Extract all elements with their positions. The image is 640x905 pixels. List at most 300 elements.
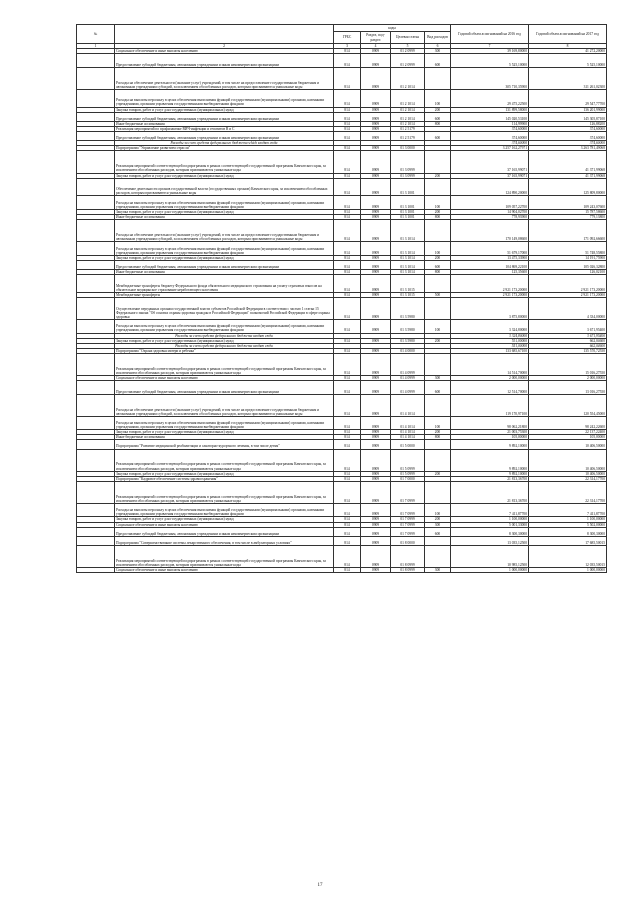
row-grbs: 814 xyxy=(334,320,361,334)
row-value-2016: 5 525,10000 xyxy=(451,54,529,68)
row-section: 0909 xyxy=(361,215,391,220)
row-value-2016: 125,35600 xyxy=(451,269,529,274)
row-type: 100 xyxy=(425,320,451,334)
row-value-2017: 10 406,50000 xyxy=(529,449,607,471)
row-target: 01 4 1014 xyxy=(391,416,425,430)
row-type xyxy=(425,67,451,89)
row-value-2016: 3 324,80000 xyxy=(451,320,529,334)
row-section: 0909 xyxy=(361,220,391,242)
row-type: 800 xyxy=(425,269,451,274)
row-value-2016: 2 921 173,20000 xyxy=(451,275,529,293)
row-target: 01 4 0999 xyxy=(391,353,425,375)
table-row xyxy=(77,536,607,545)
row-value-2016: 10 985,12500 xyxy=(451,546,529,568)
row-section: 0909 xyxy=(361,416,391,430)
row-grbs: 814 xyxy=(334,255,361,260)
row-no xyxy=(77,220,115,242)
header-type: Вид расходов xyxy=(425,32,451,44)
row-target: 01 2 5179 xyxy=(391,132,425,141)
row-section: 0909 xyxy=(361,394,391,416)
table-row xyxy=(77,196,607,210)
table-row xyxy=(77,275,607,293)
header-target: Целевая статья xyxy=(391,32,425,44)
row-no xyxy=(77,416,115,430)
row-no xyxy=(77,89,115,107)
row-section: 0909 xyxy=(361,112,391,121)
table-row xyxy=(77,151,607,173)
row-no xyxy=(77,481,115,503)
row-grbs: 814 xyxy=(334,121,361,126)
table-row xyxy=(77,89,607,107)
row-target: 01 2 1014 xyxy=(391,112,425,121)
row-value-2017: 22 314,17700 xyxy=(529,476,607,481)
row-value-2017: 662,04600 xyxy=(529,338,607,343)
row-value-2016: 778,93900 xyxy=(451,215,529,220)
row-grbs: 814 xyxy=(334,220,361,242)
row-value-2017: 2 000,00000 xyxy=(529,376,607,381)
row-no xyxy=(77,394,115,416)
row-value-2016: 170 149,08600 xyxy=(451,220,529,242)
row-target: 01 3 1015 xyxy=(391,292,425,297)
row-target: 01 7 0999 xyxy=(391,527,425,536)
row-value-2016: 1 000,00000 xyxy=(451,568,529,573)
row-section: 0909 xyxy=(361,269,391,274)
row-no xyxy=(77,527,115,536)
row-target: 01 2 0999 xyxy=(391,54,425,68)
row-section: 0909 xyxy=(361,107,391,112)
column-number: 7 xyxy=(451,44,529,49)
row-name: Иные бюджетные ассигнования xyxy=(115,269,334,274)
row-section: 0909 xyxy=(361,54,391,68)
row-grbs: 814 xyxy=(334,132,361,141)
row-name: Реализация мероприятий соответствующей подпрограммы в рамках соответствующей государственной программы Камчатского края, за исключением обособленных расходов, которым присваиваются уникальные коды xyxy=(115,151,334,173)
column-number: 2 xyxy=(115,44,334,49)
row-name: Иные бюджетные ассигнования xyxy=(115,121,334,126)
table-row xyxy=(77,381,607,395)
row-type: 800 xyxy=(425,215,451,220)
row-value-2017: 41 371,99068 xyxy=(529,151,607,173)
budget-table-sheet xyxy=(76,24,606,573)
row-value-2016: 14 514,70000 xyxy=(451,353,529,375)
row-type xyxy=(425,546,451,568)
row-value-2016: 3 324,80000 xyxy=(451,333,529,338)
row-type xyxy=(425,353,451,375)
row-grbs: 814 xyxy=(334,376,361,381)
row-type: 200 xyxy=(425,338,451,343)
row-no xyxy=(77,132,115,141)
row-type xyxy=(425,151,451,173)
row-grbs: 814 xyxy=(334,297,361,319)
table-row xyxy=(77,394,607,416)
column-number: 3 xyxy=(334,44,361,49)
row-no xyxy=(77,178,115,196)
row-value-2017: 29 547,77700 xyxy=(529,89,607,107)
row-type: 600 xyxy=(425,527,451,536)
row-no xyxy=(77,260,115,269)
row-no xyxy=(77,546,115,568)
row-name: Обеспечение деятельности органов государственной власти (государственных органов) Камчатского края, за исключением обособленных расходов, которым присваиваются уникальные коды xyxy=(115,178,334,196)
row-value-2016: 305 710,35900 xyxy=(451,67,529,89)
row-section: 0909 xyxy=(361,132,391,141)
row-value-2016: 145 020,53100 xyxy=(451,112,529,121)
column-number: 5 xyxy=(391,44,425,49)
header-codes: коды xyxy=(334,25,451,32)
row-value-2016: 9 892,10000 xyxy=(451,440,529,449)
row-section: 0909 xyxy=(361,121,391,126)
table-row xyxy=(77,112,607,121)
row-value-2017: 4 334,00000 xyxy=(529,297,607,319)
table-row xyxy=(77,220,607,242)
row-grbs: 814 xyxy=(334,67,361,89)
row-grbs: 814 xyxy=(334,430,361,435)
row-no xyxy=(77,297,115,319)
row-name: Расходы на обеспечение деятельности (оказание услуг) учреждений, в том числе на предоставление государственным бюджетным и автономным учреждениям субсидий, за исключением обособленных расходов, которым присваиваются уникальные коды xyxy=(115,67,334,89)
row-value-2016: 105,00000 xyxy=(451,435,529,440)
row-name: Предоставление субсидий бюджетным, автономным учреждениям и иным некоммерческим организациям xyxy=(115,112,334,121)
row-type xyxy=(425,178,451,196)
row-target: 01 5 0999 xyxy=(391,471,425,476)
row-section: 0909 xyxy=(361,430,391,435)
row-value-2017: 22 314,17700 xyxy=(529,481,607,503)
row-no xyxy=(77,353,115,375)
row-value-2017: 662,04600 xyxy=(529,343,607,348)
row-target: 01 7 0999 xyxy=(391,481,425,503)
row-target: 01 2 1014 xyxy=(391,89,425,107)
row-target: 01 2 1014 xyxy=(391,107,425,112)
row-value-2017: 135 570,72550 xyxy=(529,348,607,353)
row-name: Предоставление субсидий бюджетным, автономным учреждениям и иным некоммерческим организациям xyxy=(115,260,334,269)
row-value-2016: 37 165,99071 xyxy=(451,151,529,173)
row-grbs: 814 xyxy=(334,481,361,503)
row-type: 200 xyxy=(425,209,451,214)
row-type: 100 xyxy=(425,242,451,256)
row-name: Расходы на выплаты персоналу в целях обеспечения выполнения функций государственными (муниципальными) органами, казенными учреждениями, органами управления государственными внебюджетными фондами xyxy=(115,503,334,517)
row-value-2017: 17 685,50015 xyxy=(529,536,607,545)
table-row xyxy=(77,132,607,141)
row-target: 01 3 1001 xyxy=(391,196,425,210)
row-target: 01 3 1014 xyxy=(391,269,425,274)
row-value-2017: 15 016,27550 xyxy=(529,353,607,375)
row-target: 01 3 0999 xyxy=(391,173,425,178)
row-type: 300 xyxy=(425,376,451,381)
page-number: 17 xyxy=(317,883,323,888)
row-name: Расходы за счет средств федерального бюджета which входят сюда xyxy=(115,141,334,146)
row-name: Реализация мероприятий по профилактике ВИЧ-инфекции и гепатитов В и С xyxy=(115,126,334,131)
row-name: Закупка товаров, работ и услуг для государственных (муниципальных) нужд xyxy=(115,209,334,214)
row-value-2017: 41 371,99068 xyxy=(529,173,607,178)
column-number: 4 xyxy=(361,44,391,49)
row-grbs: 814 xyxy=(334,260,361,269)
column-number: 6 xyxy=(425,44,451,49)
row-value-2017: 51 748,55800 xyxy=(529,242,607,256)
table-row xyxy=(77,481,607,503)
row-target: 01 3 5980 xyxy=(391,320,425,334)
row-type: 100 xyxy=(425,89,451,107)
row-value-2017: 22 137,22400 xyxy=(529,430,607,435)
row-name: Подпрограмма "Кадровое обеспечение системы здравоохранения" xyxy=(115,476,334,481)
row-value-2017: 126,88200 xyxy=(529,121,607,126)
row-grbs: 814 xyxy=(334,338,361,343)
row-target: 01 4 0999 xyxy=(391,381,425,395)
row-grbs: 814 xyxy=(334,348,361,353)
row-value-2017: 2 921 173,20000 xyxy=(529,275,607,293)
column-number: 8 xyxy=(529,44,607,49)
row-target: 01 3 0000 xyxy=(391,146,425,151)
row-no xyxy=(77,320,115,334)
row-grbs: 814 xyxy=(334,112,361,121)
header-no: № xyxy=(77,25,115,44)
row-value-2017: 3 671,95400 xyxy=(529,320,607,334)
row-name: Реализация мероприятий соответствующей подпрограммы в рамках соответствующей государственной программы Камчатского края, за исключением обособленных расходов, которым присваиваются уникальные коды xyxy=(115,481,334,503)
row-value-2017: 10 406,50000 xyxy=(529,471,607,476)
row-name: Закупка товаров, работ и услуг для государственных (муниципальных) нужд xyxy=(115,255,334,260)
row-value-2017: 374,60000 xyxy=(529,126,607,131)
row-grbs: 814 xyxy=(334,568,361,573)
row-grbs: 814 xyxy=(334,215,361,220)
row-value-2016: 374,60000 xyxy=(451,141,529,146)
table-row xyxy=(77,440,607,449)
row-no xyxy=(77,54,115,68)
row-target: 01 3 1001 xyxy=(391,209,425,214)
row-value-2017: 1 100,00000 xyxy=(529,517,607,522)
row-value-2017: 12 035,50015 xyxy=(529,546,607,568)
row-target: 01 4 1014 xyxy=(391,430,425,435)
row-value-2016: 119 170,97100 xyxy=(451,394,529,416)
row-grbs: 814 xyxy=(334,527,361,536)
table-row xyxy=(77,503,607,517)
row-name: Расходы за счет средств федерального бюджета входят сюда xyxy=(115,333,334,338)
row-target: 01 3 1014 xyxy=(391,260,425,269)
row-section: 0909 xyxy=(361,297,391,319)
row-name: Расходы на выплаты персоналу в целях обеспечения выполнения функций государственными (муниципальными) органами, казенными учреждениями, органами управления государственными внебюджетными фондами xyxy=(115,89,334,107)
row-grbs: 814 xyxy=(334,503,361,517)
row-grbs: 814 xyxy=(334,381,361,395)
row-name: Социальное обеспечение и иные выплаты населению xyxy=(115,376,334,381)
row-value-2017: 374,60000 xyxy=(529,132,607,141)
row-type xyxy=(425,220,451,242)
row-type: 600 xyxy=(425,132,451,141)
row-type: 300 xyxy=(425,49,451,54)
row-target: 01 3 1014 xyxy=(391,255,425,260)
row-value-2017: 136 201,99000 xyxy=(529,107,607,112)
row-value-2016: 114,99900 xyxy=(451,121,529,126)
row-name: Подпрограмма "Совершенствование системы лекарственного обеспечения, в том числе в амбулаторных условиях" xyxy=(115,536,334,545)
row-value-2016: 1 100,00000 xyxy=(451,517,529,522)
row-grbs: 814 xyxy=(334,54,361,68)
row-grbs: 814 xyxy=(334,471,361,476)
row-target: 01 4 0000 xyxy=(391,348,425,353)
row-value-2016: 8 300,30000 xyxy=(451,527,529,536)
column-number: 1 xyxy=(77,44,115,49)
row-value-2017: 98 242,22600 xyxy=(529,416,607,430)
table-row xyxy=(77,297,607,319)
row-name: Закупка товаров, работ и услуг для государственных (муниципальных) нужд xyxy=(115,173,334,178)
row-name: Расходы на обеспечение деятельности (оказание услуг) учреждений, в том числе на предоставление государственным бюджетным и автономным учреждениям субсидий, за исключением обособленных расходов, которым присваиваются уникальные коды xyxy=(115,394,334,416)
row-value-2016: 13 035,12500 xyxy=(451,536,529,545)
row-target: 01 8 0000 xyxy=(391,536,425,545)
row-name: Социальное обеспечение и иные выплаты населению xyxy=(115,568,334,573)
row-section: 0909 xyxy=(361,255,391,260)
row-target: 01 7 0999 xyxy=(391,517,425,522)
row-type: 100 xyxy=(425,196,451,210)
row-no xyxy=(77,568,115,573)
row-name: Иные бюджетные ассигнования xyxy=(115,215,334,220)
row-grbs: 814 xyxy=(334,126,361,131)
row-name: Подпрограмма "Развитие медицинской реабилитации и санаторно-курортного лечения, в том числе детям" xyxy=(115,440,334,449)
row-name: Межбюджетные трансферты бюджету Федерального фонда обязательного медицинского страхования на уплату страховых взносов на обязательное медицинское страхование неработающего населения xyxy=(115,275,334,293)
row-target: 01 2 5179 xyxy=(391,126,425,131)
row-section: 0909 xyxy=(361,348,391,353)
row-section: 0909 xyxy=(361,568,391,573)
row-grbs: 814 xyxy=(334,151,361,173)
row-type: 300 xyxy=(425,568,451,573)
row-section: 0909 xyxy=(361,546,391,568)
row-value-2017: 145 305,87100 xyxy=(529,112,607,121)
row-section: 0909 xyxy=(361,536,391,545)
table-body xyxy=(77,49,607,573)
row-section: 0909 xyxy=(361,481,391,503)
row-name: Социальное обеспечение и иные выплаты населению xyxy=(115,49,334,54)
table-row xyxy=(77,546,607,568)
row-name: Предоставление субсидий бюджетным, автономным учреждениям и иным некоммерческим организациям xyxy=(115,132,334,141)
row-target: 01 3 1014 xyxy=(391,220,425,242)
table-row xyxy=(77,416,607,430)
row-type: 300 xyxy=(425,522,451,527)
row-type: 100 xyxy=(425,503,451,517)
row-target: 01 3 1015 xyxy=(391,275,425,293)
row-type: 200 xyxy=(425,430,451,435)
row-name: Закупка товаров, работ и услуг для государственных (муниципальных) нужд xyxy=(115,517,334,522)
row-type: 200 xyxy=(425,107,451,112)
row-type: 100 xyxy=(425,416,451,430)
row-value-2016: 2 000,00000 xyxy=(451,376,529,381)
row-type: 600 xyxy=(425,381,451,395)
row-value-2016: 98 062,21800 xyxy=(451,416,529,430)
row-name: Закупка товаров, работ и услуг для государственных (муниципальных) нужд xyxy=(115,338,334,343)
row-name: Расходы на выплаты персоналу в целях обеспечения выполнения функций государственными (муниципальными) органами, казенными учреждениями, органами управления государственными внебюджетными фондами xyxy=(115,242,334,256)
row-no xyxy=(77,536,115,545)
row-section: 0909 xyxy=(361,292,391,297)
row-value-2017: 3 263 781,49068 xyxy=(529,146,607,151)
row-no xyxy=(77,503,115,517)
row-value-2016: 14 904,02700 xyxy=(451,209,529,214)
row-no xyxy=(77,151,115,173)
row-grbs: 814 xyxy=(334,49,361,54)
row-value-2017: 5 525,10000 xyxy=(529,54,607,68)
row-type: 800 xyxy=(425,435,451,440)
row-type: 600 xyxy=(425,54,451,68)
row-value-2016: 9 892,10000 xyxy=(451,449,529,471)
row-grbs: 814 xyxy=(334,292,361,297)
row-section: 0909 xyxy=(361,471,391,476)
header-2017: Годовой объем ассигнований на 2017 год xyxy=(529,25,607,44)
row-no xyxy=(77,196,115,210)
row-section: 0909 xyxy=(361,209,391,214)
row-name: Предоставление субсидий бюджетным, автономным учреждениям и иным некоммерческим организациям xyxy=(115,527,334,536)
table-row xyxy=(77,242,607,256)
row-name: Предоставление субсидий бюджетным, автономным учреждениям и иным некоммерческим организациям xyxy=(115,54,334,68)
row-type: 200 xyxy=(425,517,451,522)
row-no xyxy=(77,242,115,256)
row-grbs: 814 xyxy=(334,269,361,274)
row-target: 01 8 0999 xyxy=(391,568,425,573)
row-section: 0909 xyxy=(361,67,391,89)
row-section: 0909 xyxy=(361,376,391,381)
row-no xyxy=(77,440,115,449)
row-grbs: 814 xyxy=(334,107,361,112)
row-value-2016: 374,60000 xyxy=(451,126,529,131)
row-no xyxy=(77,112,115,121)
row-value-2016: 21 813,36700 xyxy=(451,481,529,503)
row-grbs: 814 xyxy=(334,394,361,416)
row-target: 01 3 1001 xyxy=(391,178,425,196)
row-grbs: 814 xyxy=(334,196,361,210)
row-value-2016: 133 685,67100 xyxy=(451,348,529,353)
row-value-2016: 2 921 173,20000 xyxy=(451,292,529,297)
row-type: 200 xyxy=(425,471,451,476)
row-no xyxy=(77,275,115,293)
row-value-2016: 12 514,70000 xyxy=(451,381,529,395)
row-section: 0909 xyxy=(361,353,391,375)
row-value-2016: 551,00000 xyxy=(451,338,529,343)
row-target: 01 3 0999 xyxy=(391,151,425,173)
row-value-2017: 171 092,66600 xyxy=(529,220,607,242)
header-section: Раздел, под-раздел xyxy=(361,32,391,44)
row-type xyxy=(425,449,451,471)
row-name: Реализация мероприятий соответствующей подпрограммы в рамках соответствующей государственной программы Камчатского края, за исключением обособленных расходов, которым присваиваются уникальные коды xyxy=(115,449,334,471)
table-row xyxy=(77,353,607,375)
row-value-2016: 13 475,33900 xyxy=(451,255,529,260)
row-target: 01 3 1001 xyxy=(391,215,425,220)
row-section: 0909 xyxy=(361,178,391,196)
row-target: 01 2 0999 xyxy=(391,49,425,54)
row-value-2016: 104 869,22100 xyxy=(451,260,529,269)
row-name: Подпрограмма "Охрана здоровья матери и ребенка" xyxy=(115,348,334,353)
row-name: Реализация мероприятий соответствующей подпрограммы в рамках соответствующей государственной программы Камчатского края, за исключением обособленных расходов, которым присваиваются уникальные коды xyxy=(115,546,334,568)
row-section: 0909 xyxy=(361,503,391,517)
row-value-2017: 41 272,20000 xyxy=(529,49,607,54)
row-section: 0909 xyxy=(361,173,391,178)
row-section: 0909 xyxy=(361,89,391,107)
row-value-2016: 5 001,33000 xyxy=(451,522,529,527)
row-name: Иные бюджетные ассигнования xyxy=(115,435,334,440)
table-row xyxy=(77,320,607,334)
row-value-2016: 131 899,58000 xyxy=(451,107,529,112)
row-value-2017: 10 406,50000 xyxy=(529,440,607,449)
row-name: Расходы за счет средств федерального бюджета входят сюда xyxy=(115,343,334,348)
row-target: 01 4 1014 xyxy=(391,394,425,416)
row-type xyxy=(425,394,451,416)
row-value-2017: 311 261,02300 xyxy=(529,67,607,89)
row-value-2017: 8 300,30000 xyxy=(529,527,607,536)
row-name: Предоставление субсидий бюджетным, автономным учреждениям и иным некоммерческим организациям xyxy=(115,381,334,395)
row-target: 01 3 5980 xyxy=(391,338,425,343)
row-target: 01 7 0999 xyxy=(391,503,425,517)
row-value-2016: 21 813,36700 xyxy=(451,476,529,481)
row-value-2017: 1 000,00000 xyxy=(529,568,607,573)
row-value-2016: 29 475,22500 xyxy=(451,89,529,107)
row-section: 0909 xyxy=(361,381,391,395)
row-grbs: 814 xyxy=(334,146,361,151)
row-value-2016: 39 169,80000 xyxy=(451,49,529,54)
row-name: Закупка товаров, работ и услуг для государственных (муниципальных) нужд xyxy=(115,107,334,112)
row-value-2017: 120 554,45000 xyxy=(529,394,607,416)
row-value-2017: 13 016,27550 xyxy=(529,381,607,395)
row-grbs: 814 xyxy=(334,275,361,293)
row-target: 01 8 0999 xyxy=(391,546,425,568)
row-grbs: 814 xyxy=(334,435,361,440)
row-type: 800 xyxy=(425,121,451,126)
